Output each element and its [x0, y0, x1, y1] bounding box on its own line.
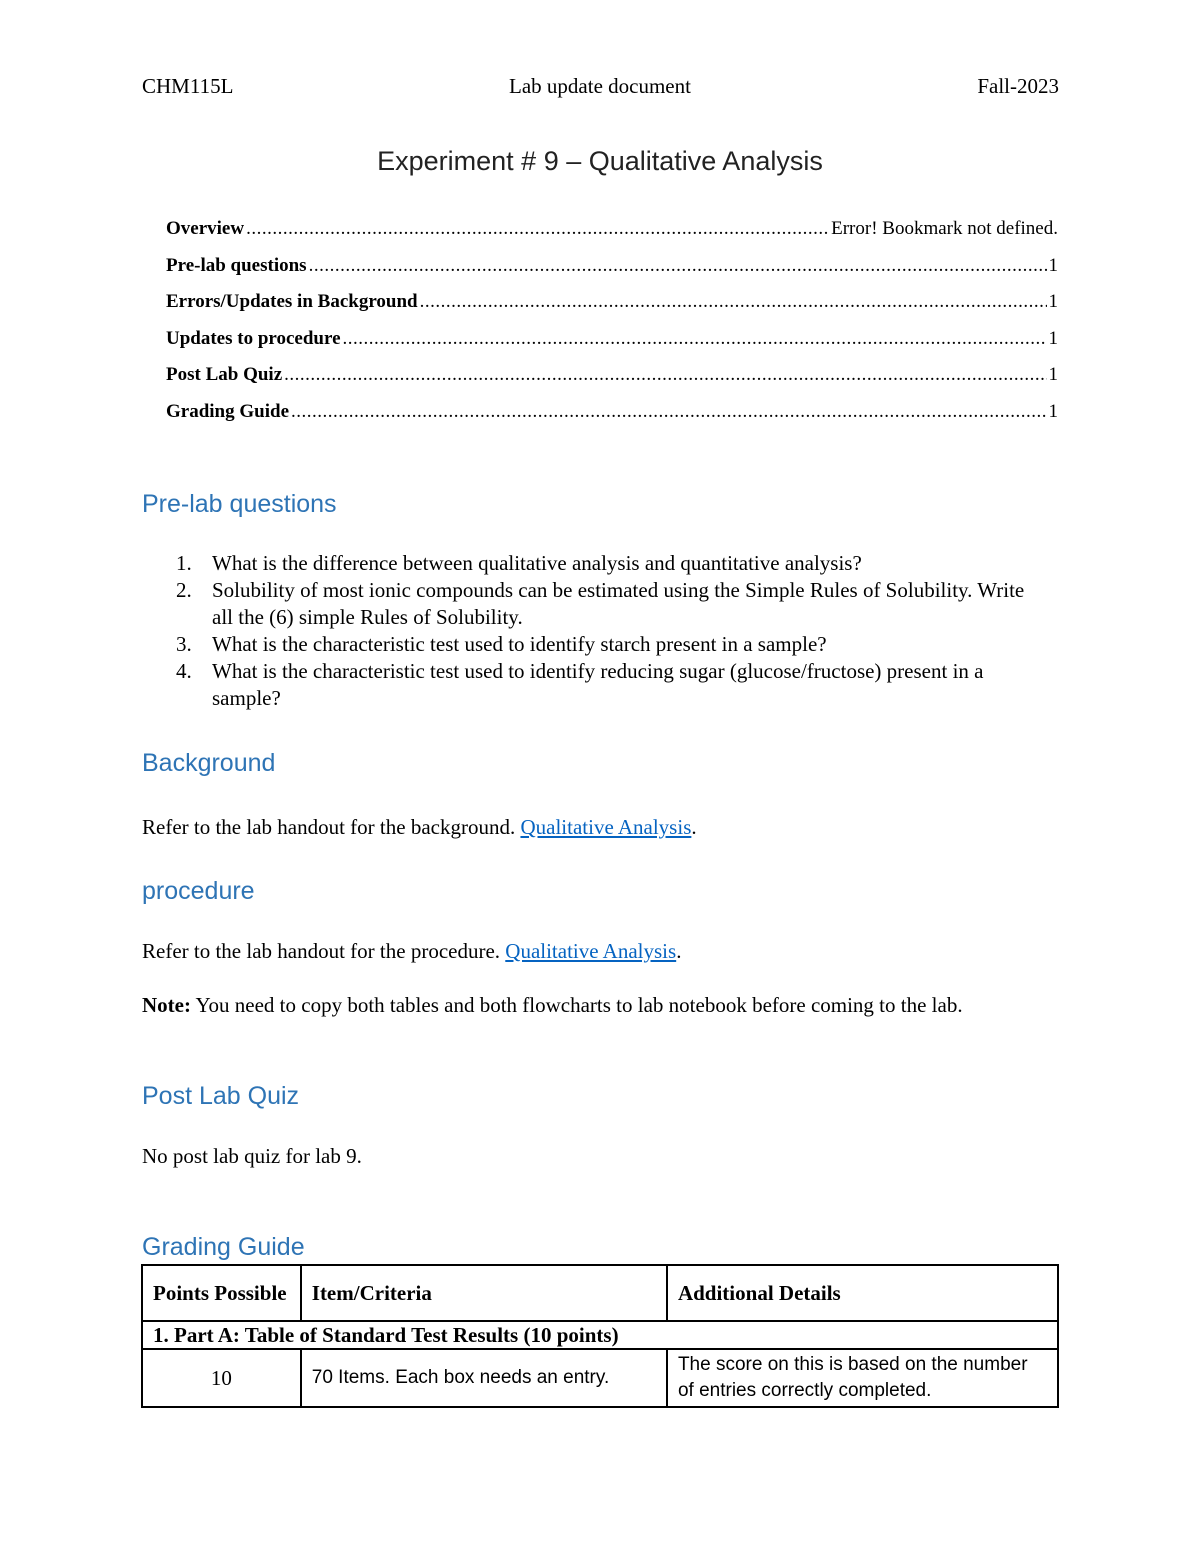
toc-label: Errors/Updates in Background: [166, 291, 418, 313]
toc-label: Updates to procedure: [166, 327, 341, 349]
toc-entry-overview[interactable]: [166, 218, 1058, 255]
list-number: 4.: [176, 659, 192, 683]
toc-entry-grading-guide[interactable]: [166, 401, 1058, 438]
punctuation: .: [691, 815, 697, 839]
list-number: 1.: [176, 551, 192, 575]
toc-leader: [420, 291, 1047, 313]
list-number: 3.: [176, 632, 192, 656]
page-title: Experiment # 9 – Qualitative Analysis: [377, 146, 823, 176]
toc-leader: [343, 328, 1047, 350]
header-term: Fall-2023: [977, 74, 1059, 98]
header-doc-type: Lab update document: [509, 74, 691, 98]
toc-page: 1: [1048, 327, 1058, 349]
toc-label: Overview: [166, 218, 245, 239]
toc-label: Pre-lab questions: [166, 254, 307, 276]
question-text: What is the characteristic test used to identify reducing sugar (glucose/fructose) present in a sample?: [212, 659, 984, 710]
heading-procedure: procedure: [142, 877, 255, 905]
column-header-points: Points Possible: [142, 1265, 301, 1321]
list-item: [142, 631, 1042, 658]
heading-background: Background: [142, 749, 276, 777]
question-text: What is the characteristic test used to identify starch present in a sample?: [212, 632, 827, 656]
column-header-item: Item/Criteria: [301, 1265, 667, 1321]
question-text: What is the difference between qualitative analysis and quantitative analysis?: [212, 551, 862, 575]
header-course: CHM115L: [142, 74, 234, 98]
toc-leader: [291, 401, 1047, 423]
question-text: Solubility of most ionic compounds can be estimated using the Simple Rules of Solubility. Write all the (6) simple Rules of Solubility.: [212, 578, 1025, 629]
toc-entry-post-lab-quiz[interactable]: [166, 364, 1058, 401]
list-item: [142, 577, 1042, 631]
table-row: [142, 1349, 1058, 1407]
toc-entry-procedure[interactable]: [166, 328, 1058, 365]
toc-leader: [246, 218, 829, 240]
list-item: [142, 658, 1042, 712]
pre-lab-question-list: [142, 550, 1042, 712]
toc-entry-background[interactable]: [166, 291, 1058, 328]
toc-page: 1: [1048, 364, 1058, 386]
procedure-handout-link[interactable]: Qualitative Analysis: [505, 939, 677, 963]
toc-page: 1: [1048, 254, 1058, 276]
punctuation: .: [676, 939, 682, 963]
section-title: 1. Part A: Table of Standard Test Results (10 points): [142, 1321, 1058, 1349]
procedure-paragraph: [142, 938, 1042, 965]
toc-leader: [309, 255, 1047, 277]
toc-page: Error! Bookmark not defined.: [831, 218, 1058, 239]
heading-post-lab-quiz: Post Lab Quiz: [142, 1082, 300, 1110]
points-cell: 10: [142, 1349, 301, 1407]
note-text: You need to copy both tables and both flowcharts to lab notebook before coming to the lab.: [190, 993, 963, 1017]
background-text: Refer to the lab handout for the background.: [142, 815, 521, 839]
heading-grading-guide: Grading Guide: [142, 1233, 305, 1261]
toc-label: Post Lab Quiz: [166, 364, 283, 386]
table-header-row: [142, 1265, 1058, 1321]
list-number: 2.: [176, 578, 192, 602]
table-section-row: [142, 1321, 1058, 1349]
toc-leader: [284, 364, 1046, 386]
note-label: Note:: [142, 993, 191, 1017]
toc-label: Grading Guide: [166, 400, 289, 422]
item-cell: 70 Items. Each box needs an entry.: [301, 1349, 667, 1407]
toc-entry-pre-lab[interactable]: [166, 255, 1058, 292]
post-lab-text: No post lab quiz for lab 9.: [142, 1144, 362, 1168]
toc-page: 1: [1048, 400, 1058, 422]
list-item: [142, 550, 1042, 577]
column-header-details: Additional Details: [667, 1265, 1058, 1321]
details-cell: The score on this is based on the number of entries correctly completed.: [667, 1349, 1058, 1407]
toc-page: 1: [1048, 291, 1058, 313]
procedure-note: [142, 992, 1032, 1019]
background-handout-link[interactable]: Qualitative Analysis: [520, 815, 692, 839]
grading-table: [141, 1264, 1059, 1408]
table-of-contents: [166, 218, 1058, 438]
procedure-text: Refer to the lab handout for the procedure.: [142, 939, 506, 963]
heading-pre-lab: Pre-lab questions: [142, 490, 337, 518]
background-paragraph: [142, 814, 1042, 841]
